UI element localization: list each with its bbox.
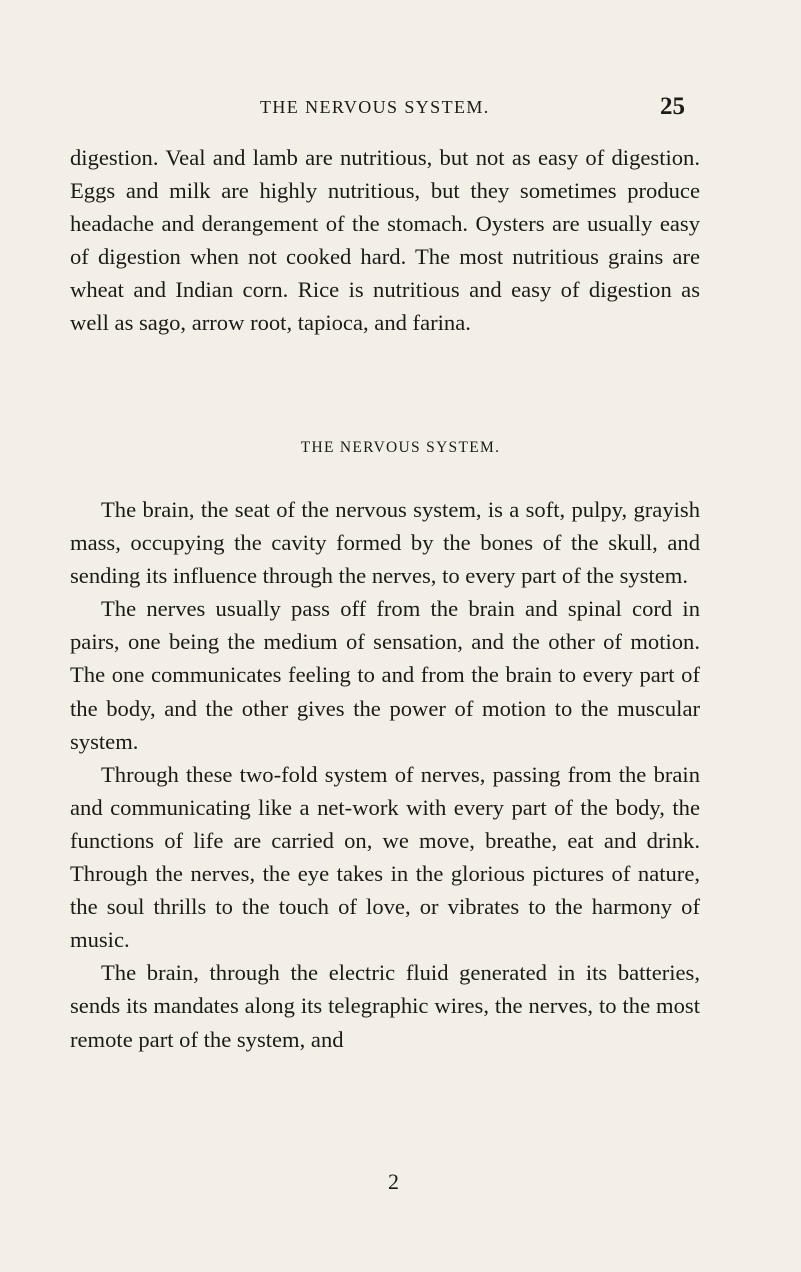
section-heading: THE NERVOUS SYSTEM. [300,439,501,456]
body-text-before-heading [70,141,700,340]
page-number: 25 [660,93,685,120]
running-head [0,92,801,122]
paragraph: Through these two-fold system of nerves, passing from the brain and communicating like a net-work with every part of the body, the functions of life are carried on, we move, breathe, eat and drink. Through the nerves, the eye takes in the glorious pictures of nature, the soul thrills to the touch of love, or vibrates to the harmony of music. [70,761,700,953]
paragraph: The nerves usually pass off from the brain and spinal cord in pairs, one being the medium of sensation, and the other of motion. The one communicates feeling to and from the brain to every part of the body, and the other gives the power of motion to the muscular system. [70,596,700,754]
paragraph: digestion. Veal and lamb are nutritious, but not as easy of digestion. Eggs and milk are highly nutritious, but they sometimes produce headache and derangement of the stomach. Oysters are usually easy of digestion when not cooked hard. The most nutritious grains are wheat and Indian corn. Rice is nutritious and easy of digestion as well as sago, arrow root, tapioca, and farina. [70,145,700,336]
paragraph: The brain, the seat of the nervous system, is a soft, pulpy, grayish mass, occupying the cavity formed by the bones of the skull, and sending its influence through the nerves, to every part of the system. [70,497,700,589]
paragraph: The brain, through the electric fluid generated in its batteries, sends its mandates along its telegraphic wires, the nerves, to the most remote part of the system, and [70,960,700,1052]
signature-mark: 2 [388,1169,399,1194]
running-title: THE NERVOUS SYSTEM. [260,97,490,117]
body-text-after-heading [70,493,700,1056]
